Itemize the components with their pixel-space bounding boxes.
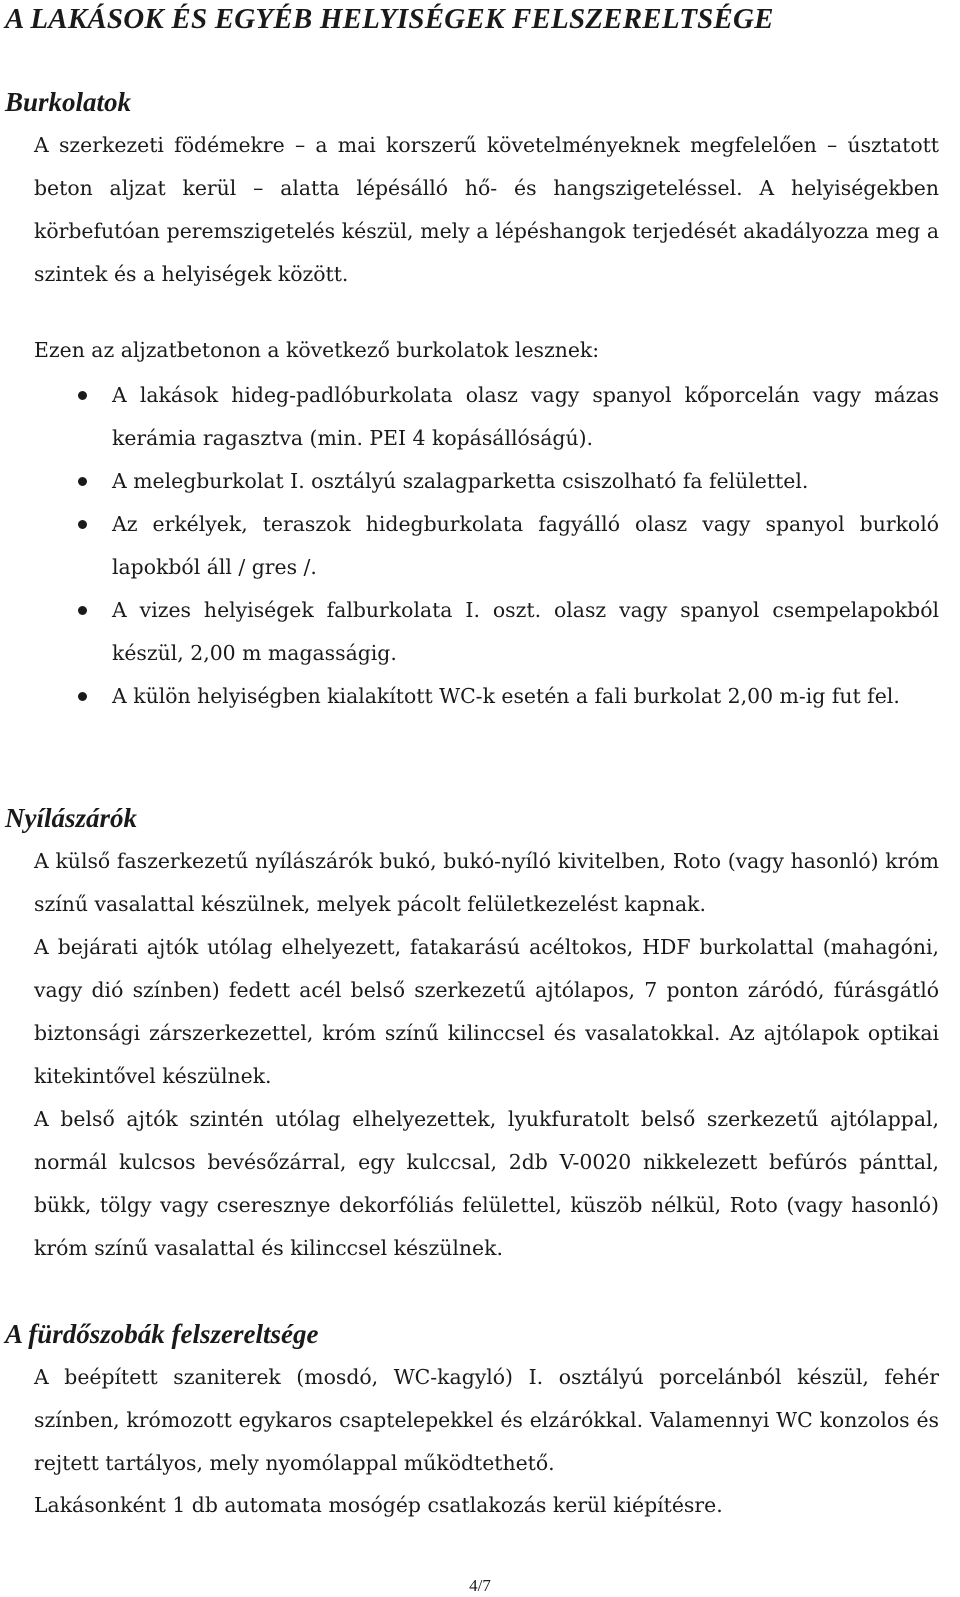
list-item xyxy=(34,589,939,675)
list-item-text: Az erkélyek, teraszok hidegburkolata fagyálló olasz vagy spanyol burkoló lapokból áll / gres /. xyxy=(112,512,939,579)
section-heading-nyilaszarok: Nyílászárók xyxy=(5,803,138,833)
section-heading-furdoszobak: A fürdőszobák felszereltsége xyxy=(5,1319,319,1349)
list-item xyxy=(34,460,939,503)
bullet-icon xyxy=(78,520,87,529)
furdoszobak-paragraph-1: A beépített szaniterek (mosdó, WC-kagyló) I. osztályú porcelánból készül, fehér színben, krómozott egykaros csaptelepekkel és elzárókkal. Valamennyi WC konzolos és rejtett tartályos, mely nyomólappal működtethető. xyxy=(34,1365,939,1475)
page-number: 4/7 xyxy=(469,1576,491,1595)
page-title: A LAKÁSOK ÉS EGYÉB HELYISÉGEK FELSZERELTSÉGE xyxy=(5,3,774,35)
bullet-icon xyxy=(78,606,87,615)
section-heading-burkolatok: Burkolatok xyxy=(5,87,132,117)
bullet-icon xyxy=(78,477,87,486)
list-item xyxy=(34,503,939,589)
list-item-text: A lakások hideg-padlóburkolata olasz vagy spanyol kőporcelán vagy mázas kerámia ragasztva (min. PEI 4 kopásállóságú). xyxy=(112,383,939,450)
bullet-icon xyxy=(78,391,87,400)
burkolatok-paragraph: A szerkezeti födémekre – a mai korszerű követelményeknek megfelelően – úsztatott beton aljzat kerül – alatta lépésálló hő- és hangszigeteléssel. A helyiségekben körbefutóan peremszigetelés készül, mely a lépéshangok terjedését akadályozza meg a szintek és a helyiségek között. xyxy=(34,133,939,286)
list-item xyxy=(34,675,939,718)
list-item-text: A vizes helyiségek falburkolata I. oszt. olasz vagy spanyol csempelapokból készül, 2,00 m magasságig. xyxy=(112,598,939,665)
burkolatok-intro: Ezen az aljzatbetonon a következő burkolatok lesznek: xyxy=(34,338,600,362)
nyilaszarok-paragraph-1: A külső faszerkezetű nyílászárók bukó, bukó-nyíló kivitelben, Roto (vagy hasonló) króm színű vasalattal készülnek, melyek pácolt felületkezelést kapnak. xyxy=(34,849,939,916)
burkolatok-list xyxy=(34,374,939,718)
list-item-text: A külön helyiségben kialakított WC-k esetén a fali burkolat 2,00 m-ig fut fel. xyxy=(112,684,900,708)
list-item-text: A melegburkolat I. osztályú szalagparketta csiszolható fa felülettel. xyxy=(112,469,809,493)
furdoszobak-paragraph-2: Lakásonként 1 db automata mosógép csatlakozás kerül kiépítésre. xyxy=(34,1493,723,1517)
nyilaszarok-paragraph-2: A bejárati ajtók utólag elhelyezett, fatakarású acéltokos, HDF burkolattal (mahagóni, vagy dió színben) fedett acél belső szerkezetű ajtólapos, 7 ponton záródó, fúrásgátló biztonsági zárszerkezettel, króm színű kilinccsel és vasalatokkal. Az ajtólapok optikai kitekintővel készülnek. xyxy=(34,935,939,1088)
nyilaszarok-paragraph-3: A belső ajtók szintén utólag elhelyezettek, lyukfuratolt belső szerkezetű ajtólappal, normál kulcsos bevésőzárral, egy kulccsal, 2db V-0020 nikkelezett befúrós pánttal, bükk, tölgy vagy cseresznye dekorfóliás felülettel, küszöb nélkül, Roto (vagy hasonló) króm színű vasalattal és kilinccsel készülnek. xyxy=(34,1107,939,1260)
bullet-icon xyxy=(78,692,87,701)
list-item xyxy=(34,374,939,460)
